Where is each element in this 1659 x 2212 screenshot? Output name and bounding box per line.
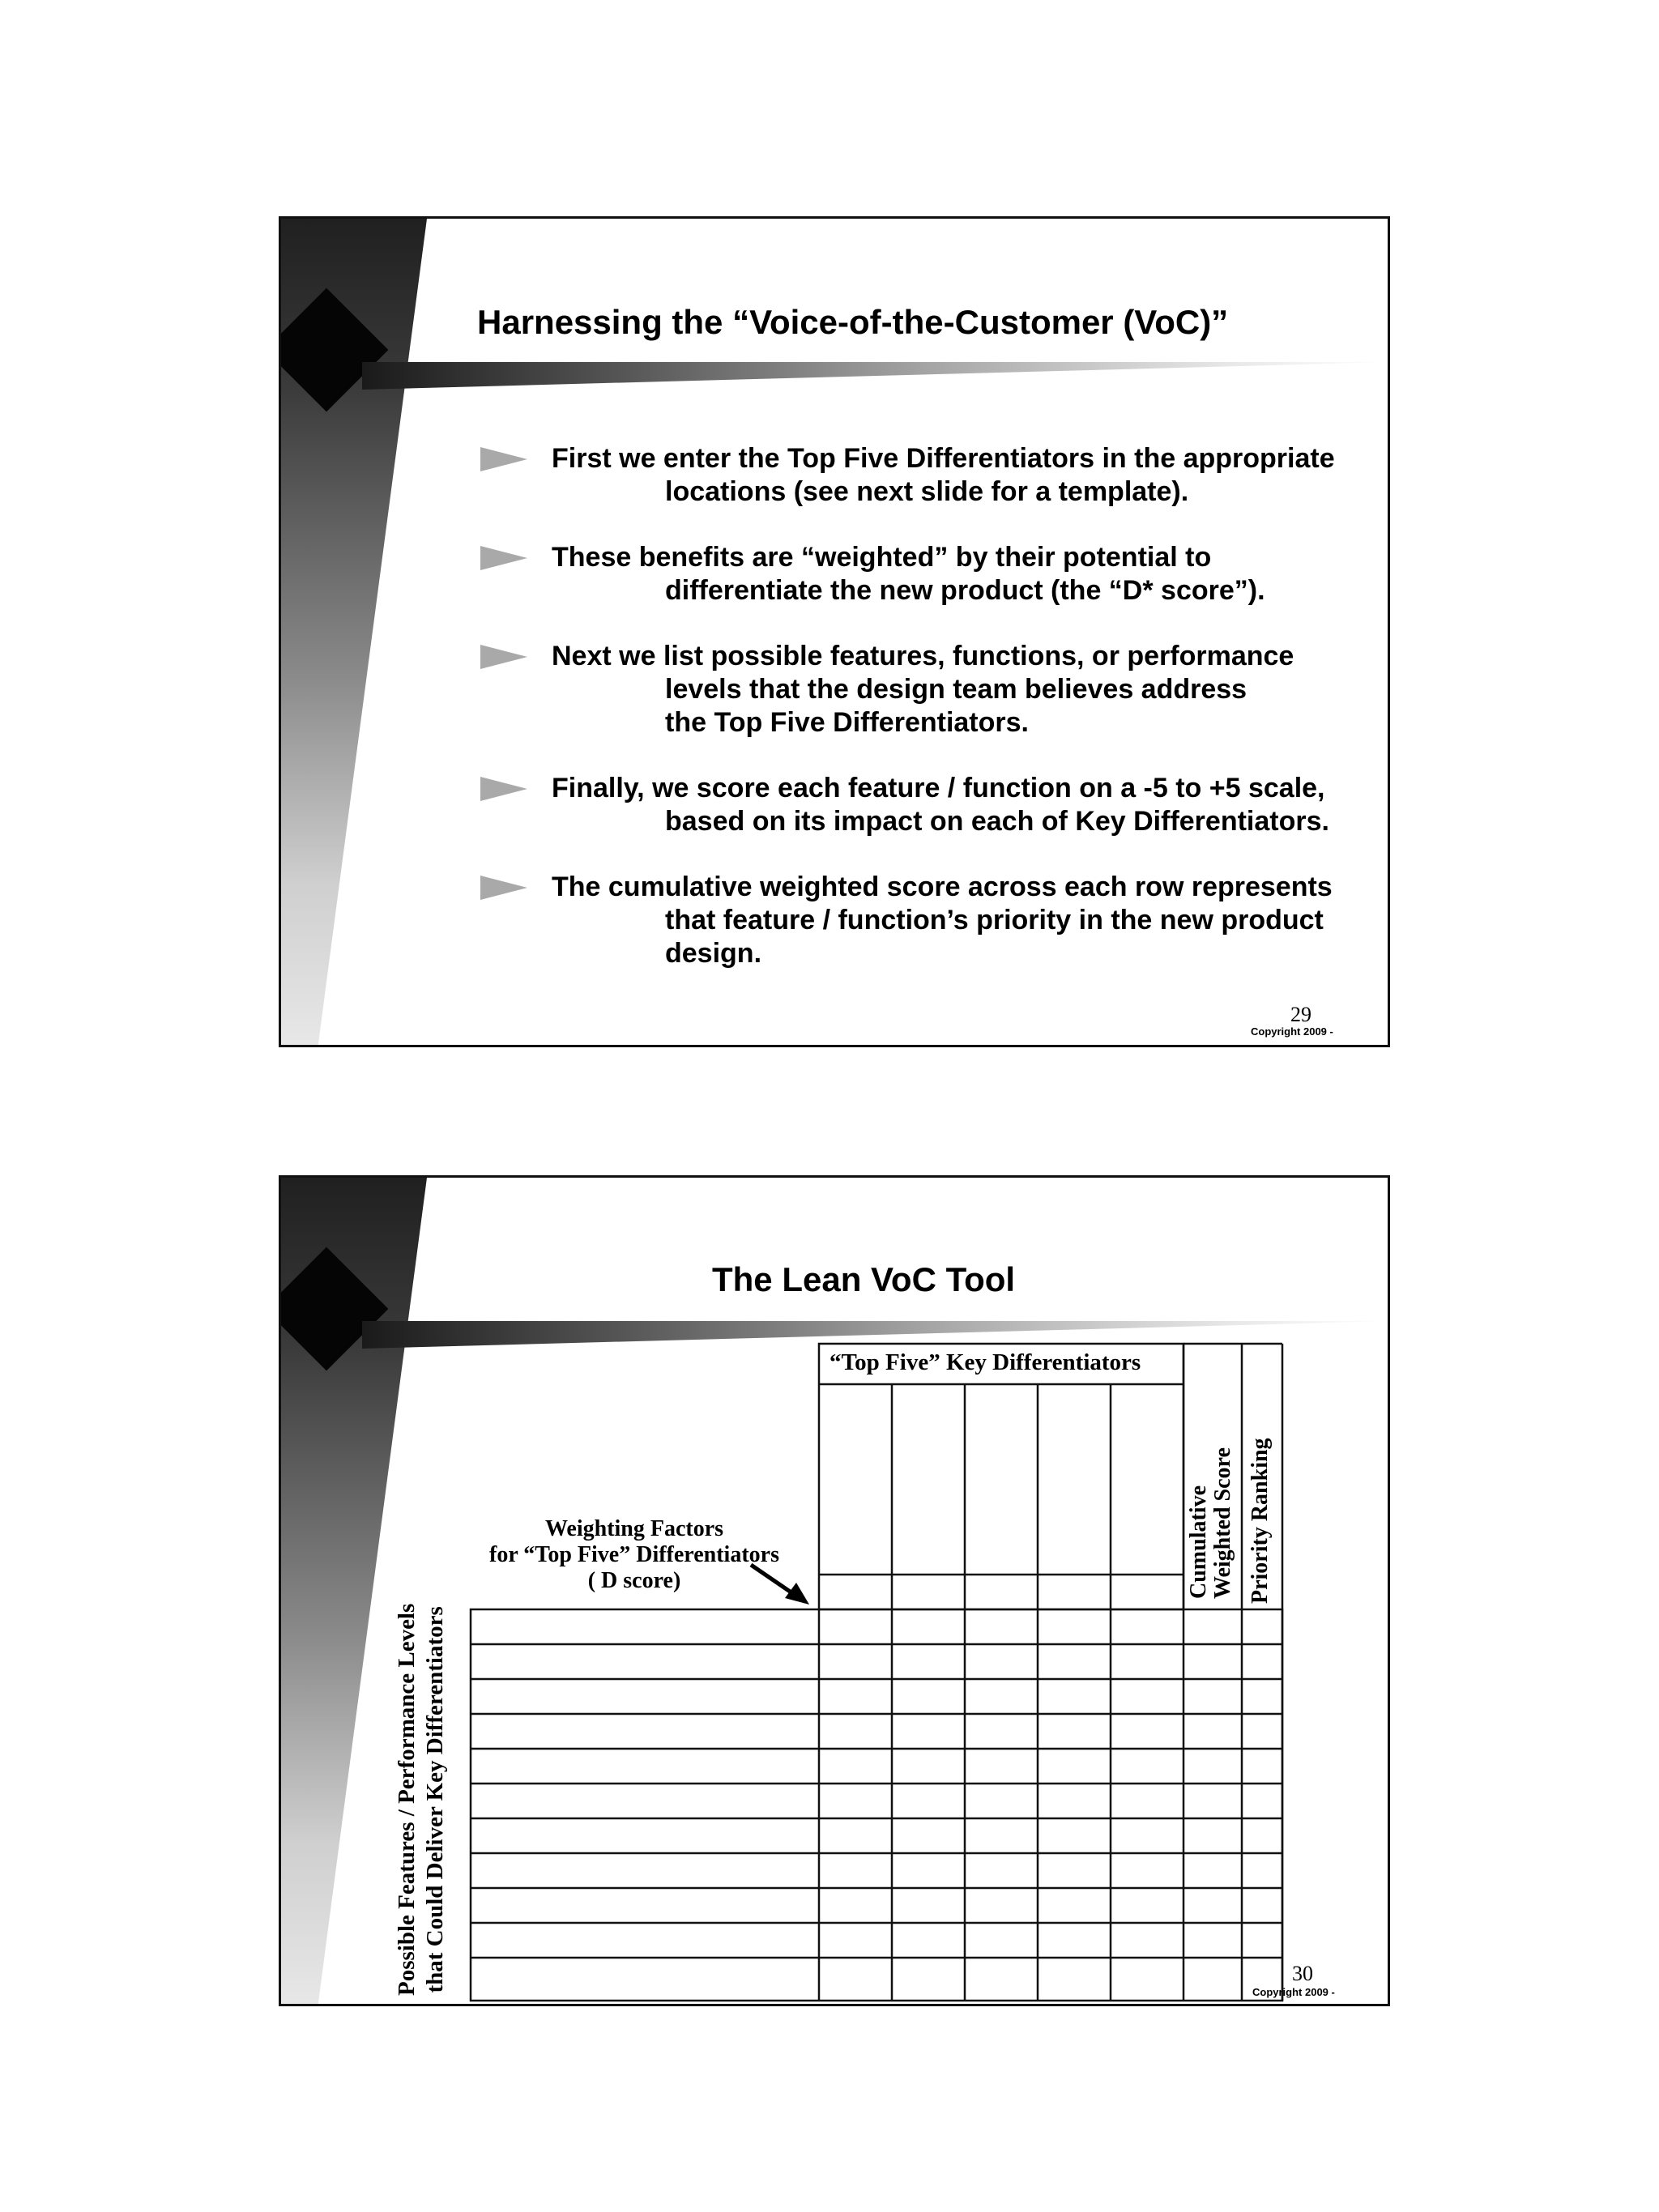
triangle-bullet-icon (480, 447, 527, 471)
label-line: Weighting Factors (544, 1516, 724, 1541)
slide-title: The Lean VoC Tool (712, 1260, 1016, 1298)
bullet-text-continued: differentiate the new product (the “D* score”). (665, 575, 1265, 606)
bullet-item (480, 442, 1371, 509)
bullet-text: Finally, we score each feature / function on a -5 to +5 scale, (552, 773, 1325, 803)
bullet-item (480, 871, 1371, 970)
cumulative-weighted-score-header (1187, 1447, 1235, 1599)
label-line: for “Top Five” Differentiators (489, 1542, 779, 1567)
bullet-text-continued: that feature / function’s priority in the new product (665, 905, 1324, 936)
title-underline-rule (362, 362, 1390, 390)
bullet-text: Next we list possible features, functions, or performance (552, 641, 1294, 671)
bullet-text: First we enter the Top Five Differentiators in the appropriate (552, 443, 1335, 474)
copyright-notice: Copyright 2009 - (1251, 1025, 1333, 1038)
label-line: Possible Features / Performance Levels (394, 1603, 420, 1996)
bullet-list (480, 442, 1371, 1003)
feature-rows-side-label (393, 1604, 450, 1996)
bullet-text-continued: based on its impact on each of Key Differentiators. (665, 806, 1329, 837)
triangle-bullet-icon (480, 777, 527, 801)
label-line: ( D score) (587, 1568, 681, 1593)
triangle-bullet-icon (480, 546, 527, 570)
header-line: Weighted Score (1210, 1447, 1235, 1599)
triangle-bullet-icon (480, 645, 527, 669)
triangle-bullet-icon (480, 876, 527, 900)
top-five-header: “Top Five” Key Differentiators (830, 1349, 1141, 1375)
bullet-text-continued: locations (see next slide for a template). (665, 476, 1189, 507)
bullet-item (480, 772, 1371, 838)
bullet-item (480, 541, 1371, 607)
bullet-item (480, 640, 1371, 739)
slide-30 (279, 1175, 1390, 2006)
weighting-factors-label (464, 1516, 804, 1594)
bullet-text-continued: the Top Five Differentiators. (665, 707, 1029, 738)
page-number: 30 (1292, 1962, 1313, 1985)
bullet-text: The cumulative weighted score across each row represents (552, 872, 1333, 902)
page-number: 29 (1290, 1003, 1311, 1026)
grid-lines (471, 1344, 1282, 2001)
bullet-text-continued: levels that the design team believes address (665, 674, 1247, 705)
bullet-text-continued: design. (665, 938, 762, 969)
copyright-notice: Copyright 2009 - (1252, 1986, 1335, 1998)
label-line: that Could Deliver Key Differentiators (422, 1606, 448, 1993)
bullet-text: These benefits are “weighted” by their potential to (552, 542, 1212, 573)
slide-29 (279, 216, 1390, 1047)
header-line: Cumulative (1186, 1485, 1211, 1599)
slide-title: Harnessing the “Voice-of-the-Customer (VoC)” (477, 303, 1229, 341)
priority-ranking-header: Priority Ranking (1247, 1438, 1273, 1604)
